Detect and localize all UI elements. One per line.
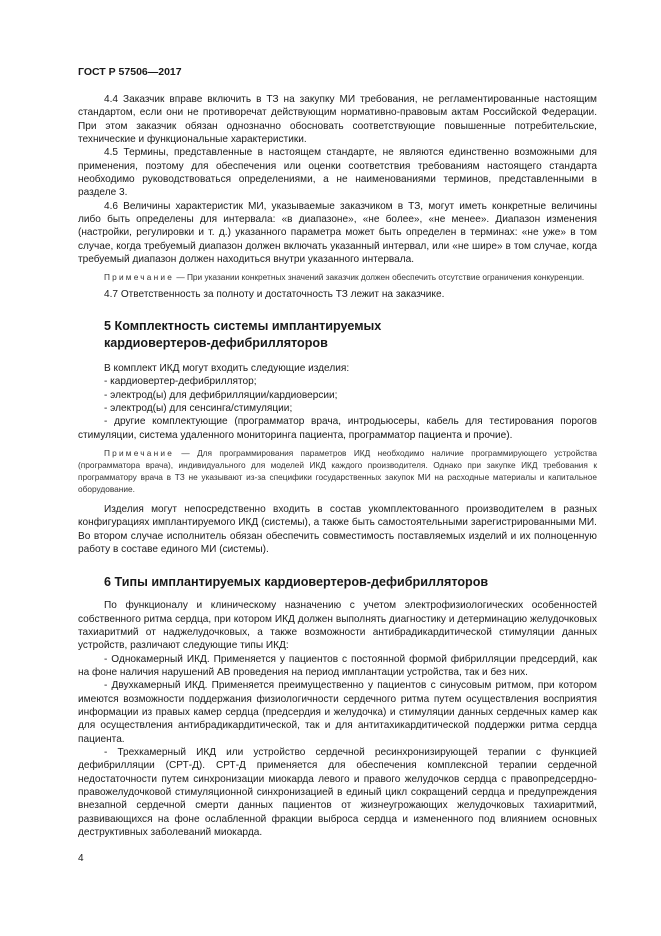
paragraph: Изделия могут непосредственно входить в состав укомплектованного производителем в разных конфигурациях имплантируемого ИКД (системы), а также быть самостоятельными зарегистрированными МИ. Во втором случае исполнитель обязан обеспечить совместимость поставляемых изделий и их полноценную работу в составе единого МИ (системы). (78, 503, 597, 555)
clause-4-7-block (78, 288, 597, 301)
document-header: ГОСТ Р 57506—2017 (78, 66, 182, 78)
section-6-heading: 6 Типы имплантируемых кардиовертеров-дефибрилляторов (104, 575, 489, 590)
clause-4-6: 4.6 Величины характеристик МИ, указываемые заказчиком в ТЗ, могут иметь конкретные величины либо быть определены для интервала: «в диапазоне», «не более», «не менее». Диапазон изменения (настройки, регулировки и т. д.) указанного параметра может быть определен в терминах: «не уже» в том случае, когда требуемый диапазон должен включать указанный интервал, или «не шире» в том случае, когда требуемый диапазон должен находиться внутри указанного интервала. (78, 200, 597, 266)
note-text: — При указании конкретных значений заказчик должен обеспечить отсутствие ограничения конкуренции. (174, 272, 585, 283)
note-label: Примечание (104, 447, 175, 458)
note-1 (78, 271, 597, 283)
section-5-heading (104, 318, 597, 352)
section-5-para2 (78, 503, 597, 556)
note-2 (78, 447, 597, 495)
clause-4-7: 4.7 Ответственность за полноту и достаточность ТЗ лежит на заказчике. (104, 289, 445, 301)
clause-4-5: 4.5 Термины, представленные в настоящем стандарте, не являются единственно возможными для применения, поэтому для обеспечения или оценки соответствия требованиям настоящего стандарта необходимо руководствоваться определениями, а не наименованиями терминов, представленными в разделе 3. (78, 147, 597, 199)
page-number: 4 (78, 853, 84, 865)
list-item: - Однокамерный ИКД. Применяется у пациентов с постоянной формой фибрилляции предсердий, как на фоне наличия нарушений АВ проведения на период имплантации устройства, так и без них. (78, 653, 597, 678)
note-label: Примечание (104, 272, 175, 283)
section-5-heading-line2: кардиовертеров-дефибрилляторов (104, 335, 328, 350)
section-5-intro: В комплект ИКД могут входить следующие изделия: (104, 362, 350, 374)
section-5-body (78, 362, 597, 442)
clauses-4 (78, 93, 597, 266)
note-text: — Для программирования параметров ИКД необходимо наличие программирующего устройства (программатора врача), индивидуального для моделей ИКД каждого производителя. Однако при закупке ИКД требования к программатору врача в ТЗ не указывают из-за специфики государственных закупок МИ на расходные материалы и капитальное оборудование. (78, 447, 597, 494)
list-item: - кардиовертер-дефибриллятор; (104, 376, 257, 388)
section-6-body (78, 599, 597, 839)
list-item: - Трехкамерный ИКД или устройство сердечной ресинхронизирующей терапии с функцией дефибрилляции (СРТ-Д). СРТ-Д применяется для обеспечения комплексной терапии сердечной недостаточности путем синхронизации миокарда левого и правого желудочков сердца с правопредсердно-правожелудочковой стимуляционной синхронизацией в единый цикл сокращений сердца и предупреждения внезапной сердечной смерти данных пациентов от жизнеугрожающих желудочковых тахиаритмий, развивающихся на фоне ослабленной фракции выброса сердца и измененного под влиянием основных деструктивных заболеваний миокарда. (78, 747, 597, 839)
section-6-intro: По функционалу и клиническому назначению с учетом электрофизиологических особенностей собственного ритма сердца, при котором ИКД должен выполнять диагностику и детерминацию желудочковых тахиаритмий от наджелудочковых, а также возможности антибрадикардитической стимуляции данных устройств, различают следующие типы ИКД: (78, 600, 597, 652)
list-item: - другие комплектующие (программатор врача, интродьюсеры, кабель для тестирования порогов стимуляции, система удаленного мониторинга пациента, программатор пациента и прочие). (78, 416, 597, 441)
clause-4-4: 4.4 Заказчик вправе включить в ТЗ на закупку МИ требования, не регламентированные настоящим стандартом, если они не противоречат действующим нормативно-правовым актам Российской Федерации. При этом заказчик обязан однозначно обосновать соответствующие повышенные потребительские, технические и функциональные характеристики. (78, 94, 597, 146)
list-item: - электрод(ы) для дефибрилляции/кардиоверсии; (104, 389, 338, 401)
list-item: - электрод(ы) для сенсинга/стимуляции; (104, 402, 293, 414)
section-5-heading-line1: 5 Комплектность системы имплантируемых (104, 318, 382, 333)
list-item: - Двухкамерный ИКД. Применяется преимущественно у пациентов с синусовым ритмом, при котором имеются возможности поддержания физиологичности сердечного ритма путем осуществления восприятия информации из правых камер сердца (предсердия и желудочка) и стимуляции данных сердечных камер как для осуществления антибрадикардитической, так и для антитахикардитической поддержки ритма сердца пациента. (78, 680, 597, 745)
